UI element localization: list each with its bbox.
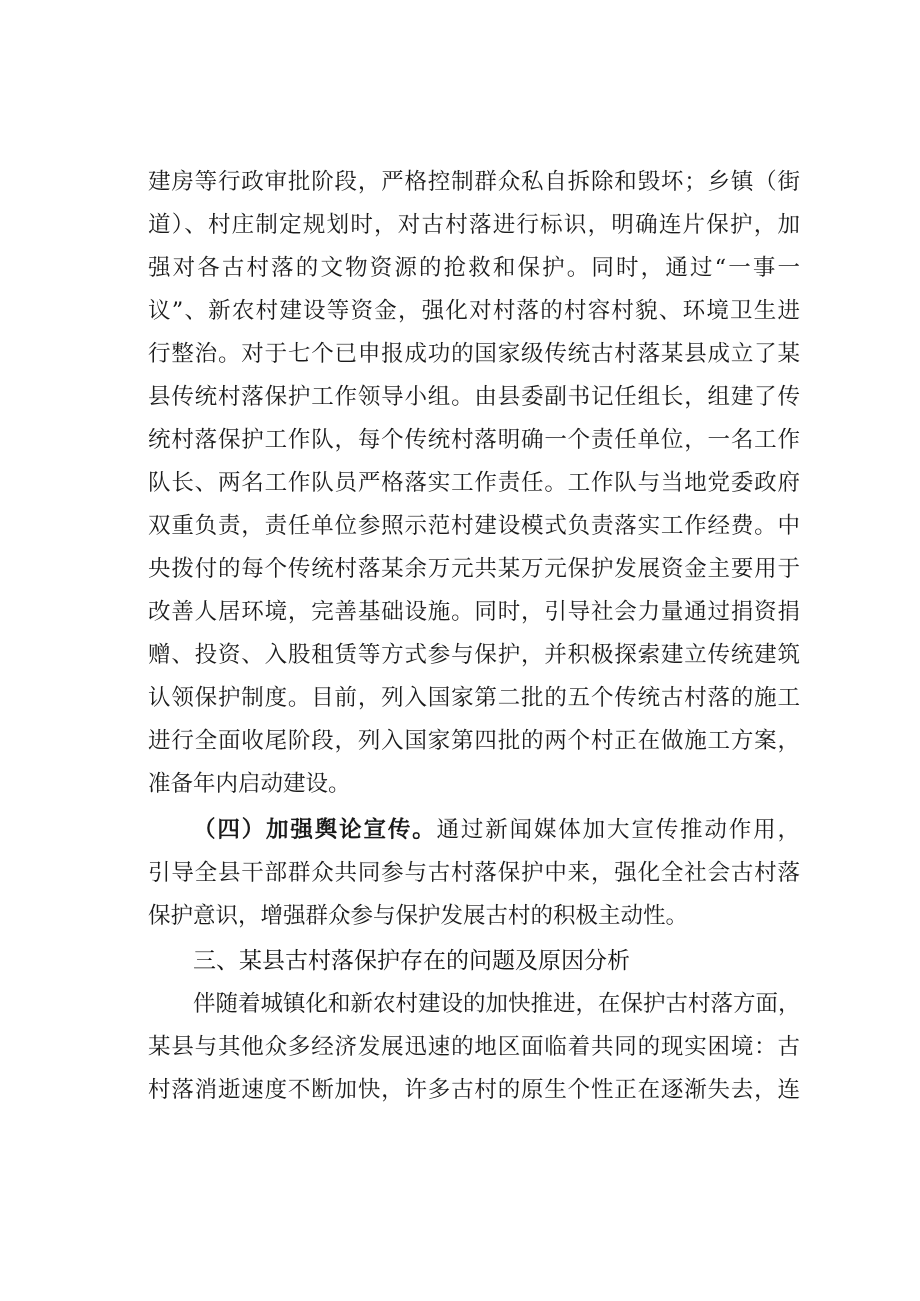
subsection-heading: （四）加强舆论宣传。 xyxy=(193,817,437,843)
text-line: 准备年内启动建设。 xyxy=(148,771,351,797)
paragraph-lead-line xyxy=(193,810,800,850)
text-line: 统村落保护工作队，每个传统村落明确一个责任单位，一名工作 xyxy=(148,427,800,453)
text-line: 议”、新农村建设等资金，强化对村落的村容村貌、环境卫生进 xyxy=(148,298,800,324)
text-line: 赠、投资、入股租赁等方式参与保护，并积极探索建立传统建筑 xyxy=(148,642,800,668)
text-line: 改善人居环境，完善基础设施。同时，引导社会力量通过捐资捐 xyxy=(148,599,800,625)
text-line: 道）、村庄制定规划时，对古村落进行标识，明确连片保护，加 xyxy=(148,212,800,238)
text-line: 伴随着城镇化和新农村建设的加快推进，在保护古村落方面， xyxy=(193,991,801,1017)
text-line: 进行全面收尾阶段，列入国家第四批的两个村正在做施工方案， xyxy=(148,728,800,754)
text-span: 通过新闻媒体加大宣传推动作用， xyxy=(436,817,800,843)
text-line: 行整治。对于七个已申报成功的国家级传统古村落某县成立了某 xyxy=(148,341,800,367)
text-line: 队长、两名工作队员严格落实工作责任。工作队与当地党委政府 xyxy=(148,470,800,496)
text-line: 县传统村落保护工作领导小组。由县委副书记任组长，组建了传 xyxy=(148,384,800,410)
text-line: 强对各古村落的文物资源的抢救和保护。同时，通过“一事一 xyxy=(148,255,800,281)
text-line: 双重负责，责任单位参照示范村建设模式负责落实工作经费。中 xyxy=(148,513,800,539)
text-line: 引导全县干部群众共同参与古村落保护中来，强化全社会古村落 xyxy=(148,860,800,886)
text-line: 村落消逝速度不断加快，许多古村的原生个性正在逐渐失去，连 xyxy=(148,1077,800,1103)
text-line: 央拨付的每个传统村落某余万元共某万元保护发展资金主要用于 xyxy=(148,556,800,582)
text-line: 保护意识，增强群众参与保护发展古村的积极主动性。 xyxy=(148,903,689,929)
text-line: 某县与其他众多经济发展迅速的地区面临着共同的现实困境：古 xyxy=(148,1034,800,1060)
text-line: 认领保护制度。目前，列入国家第二批的五个传统古村落的施工 xyxy=(148,685,800,711)
section-heading: 三、某县古村落保护存在的问题及原因分析 xyxy=(193,948,630,974)
text-line: 建房等行政审批阶段，严格控制群众私自拆除和毁坏；乡镇（街 xyxy=(148,169,800,195)
